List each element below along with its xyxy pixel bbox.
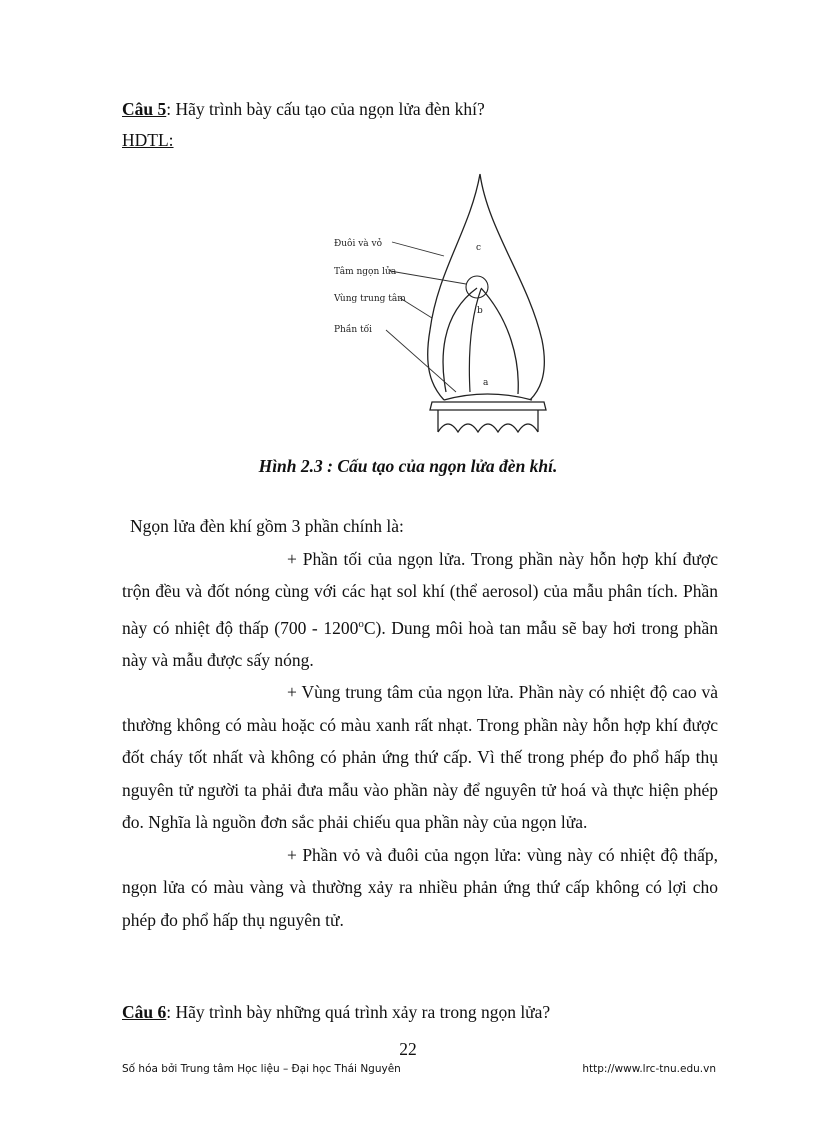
footer-url[interactable]: http://www.lrc-tnu.edu.vn xyxy=(582,1063,716,1075)
body-text xyxy=(122,510,718,936)
item-dark-zone-text: + Phần tối của ngọn lửa. Trong phần này hỗn hợp khí được trộn đều và đốt nóng cùng với các hạt sol khí (thể aerosol) của mẫu phân tích. Phần này có nhiệt độ thấp (700 - 1200 xyxy=(122,548,718,638)
question-5-label: Câu 5 xyxy=(122,99,167,119)
question-6-text: : Hãy trình bày những quá trình xảy ra trong ngọn lửa? xyxy=(166,1002,551,1022)
label-c: c xyxy=(476,243,482,253)
question-5 xyxy=(122,98,485,120)
label-b: b xyxy=(477,306,483,316)
degree-sup: o xyxy=(358,617,364,630)
central-zone-outline xyxy=(443,288,518,394)
page-number: 22 xyxy=(399,1039,417,1059)
dark-zone-outline xyxy=(469,289,481,392)
footer-source: Số hóa bởi Trung tâm Học liệu – Đại học Thái Nguyên xyxy=(122,1063,401,1075)
label-dark-zone: Phần tối xyxy=(334,325,373,335)
burner-waves xyxy=(438,424,538,432)
burner-head xyxy=(430,402,546,410)
item-central-zone: + Vùng trung tâm của ngọn lửa. Phần này có nhiệt độ cao và thường không có màu hoặc có màu xanh rất nhạt. Trong phần này hỗn hợp khí được đốt cháy tốt nhất và không có phản ứng thứ cấp. Vì thế trong phép đo phổ hấp thụ nguyên tử người ta phải đưa mẫu vào phần này để nguyên tử hoá và thực hiện phép đo. Nghĩa là nguồn đơn sắc phải chiếu qua phần này của ngọn lửa. xyxy=(122,682,718,833)
hdtl-heading: HDTL: xyxy=(122,130,174,150)
item-shell-tail: + Phần vỏ và đuôi của ngọn lửa: vùng này có nhiệt độ thấp, ngọn lửa có màu vàng và thường xảy ra nhiều phản ứng thứ cấp không có lợi cho phép đo phổ hấp thụ nguyên tử. xyxy=(122,844,718,930)
question-6 xyxy=(122,1001,550,1023)
label-flame-core: Tâm ngọn lửa xyxy=(334,267,397,277)
question-6-label: Câu 6 xyxy=(122,1002,167,1022)
outer-flame-outline xyxy=(428,174,545,400)
intro-paragraph: Ngọn lửa đèn khí gồm 3 phần chính là: xyxy=(130,516,404,536)
label-central-zone: Vùng trung tâm xyxy=(334,294,406,304)
flame-diagram xyxy=(320,170,560,442)
figure-caption: Hình 2.3 : Cấu tạo của ngọn lửa đèn khí. xyxy=(258,456,558,476)
item-dark-zone-text-end: C). Dung môi hoà tan mẫu sẽ bay hơi trong phần này và mẫu được sấy nóng. xyxy=(122,617,718,670)
label-a: a xyxy=(483,378,489,388)
item-dark-zone xyxy=(122,543,718,677)
question-5-text: : Hãy trình bày cấu tạo của ngọn lửa đèn khí? xyxy=(166,99,485,119)
flame-core-circle xyxy=(466,276,488,298)
label-tail-shell: Đuôi và vỏ xyxy=(334,239,383,249)
